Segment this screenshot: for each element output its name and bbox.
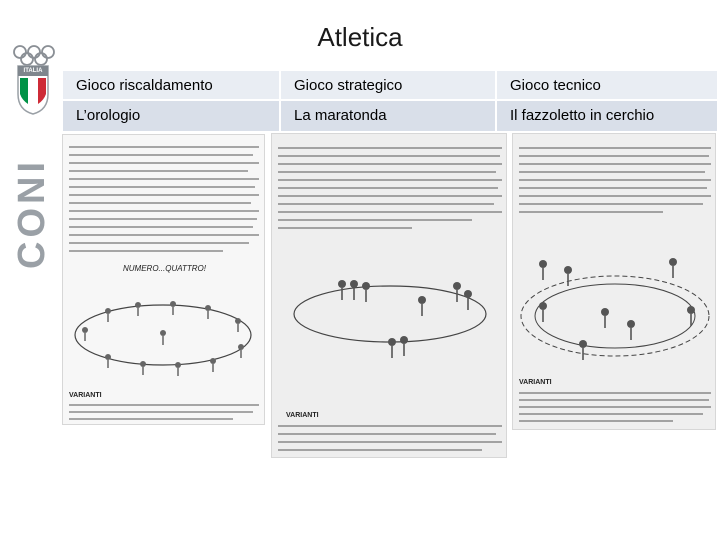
games-table — [63, 71, 717, 131]
game-strategic: La maratonda — [281, 101, 495, 131]
scanned-page-orologio — [62, 134, 265, 425]
coni-wordmark — [4, 123, 54, 273]
header-warmup: Gioco riscaldamento — [63, 71, 279, 101]
svg-text:CONI: CONI — [11, 158, 53, 269]
svg-text:VARIANTI: VARIANTI — [69, 392, 102, 399]
svg-text:VARIANTI: VARIANTI — [286, 412, 319, 419]
scan-illustration-maratonda — [272, 134, 507, 458]
coni-brand-strip — [0, 0, 58, 540]
page-title: Atletica — [317, 22, 403, 52]
scan-illustration-orologio — [63, 135, 265, 425]
header-strategic: Gioco strategico — [281, 71, 495, 101]
shield-country-label: ITALIA — [23, 68, 43, 74]
scanned-page-fazzoletto — [512, 133, 716, 430]
header-technical: Gioco tecnico — [497, 71, 717, 101]
svg-text:VARIANTI: VARIANTI — [519, 379, 552, 386]
svg-text:NUMERO...QUATTRO!: NUMERO...QUATTRO! — [123, 264, 206, 273]
scan-illustration-fazzoletto — [513, 134, 716, 430]
game-warmup: L’orologio — [63, 101, 279, 131]
game-technical: Il fazzoletto in cerchio — [497, 101, 717, 131]
scanned-page-maratonda — [271, 133, 507, 458]
